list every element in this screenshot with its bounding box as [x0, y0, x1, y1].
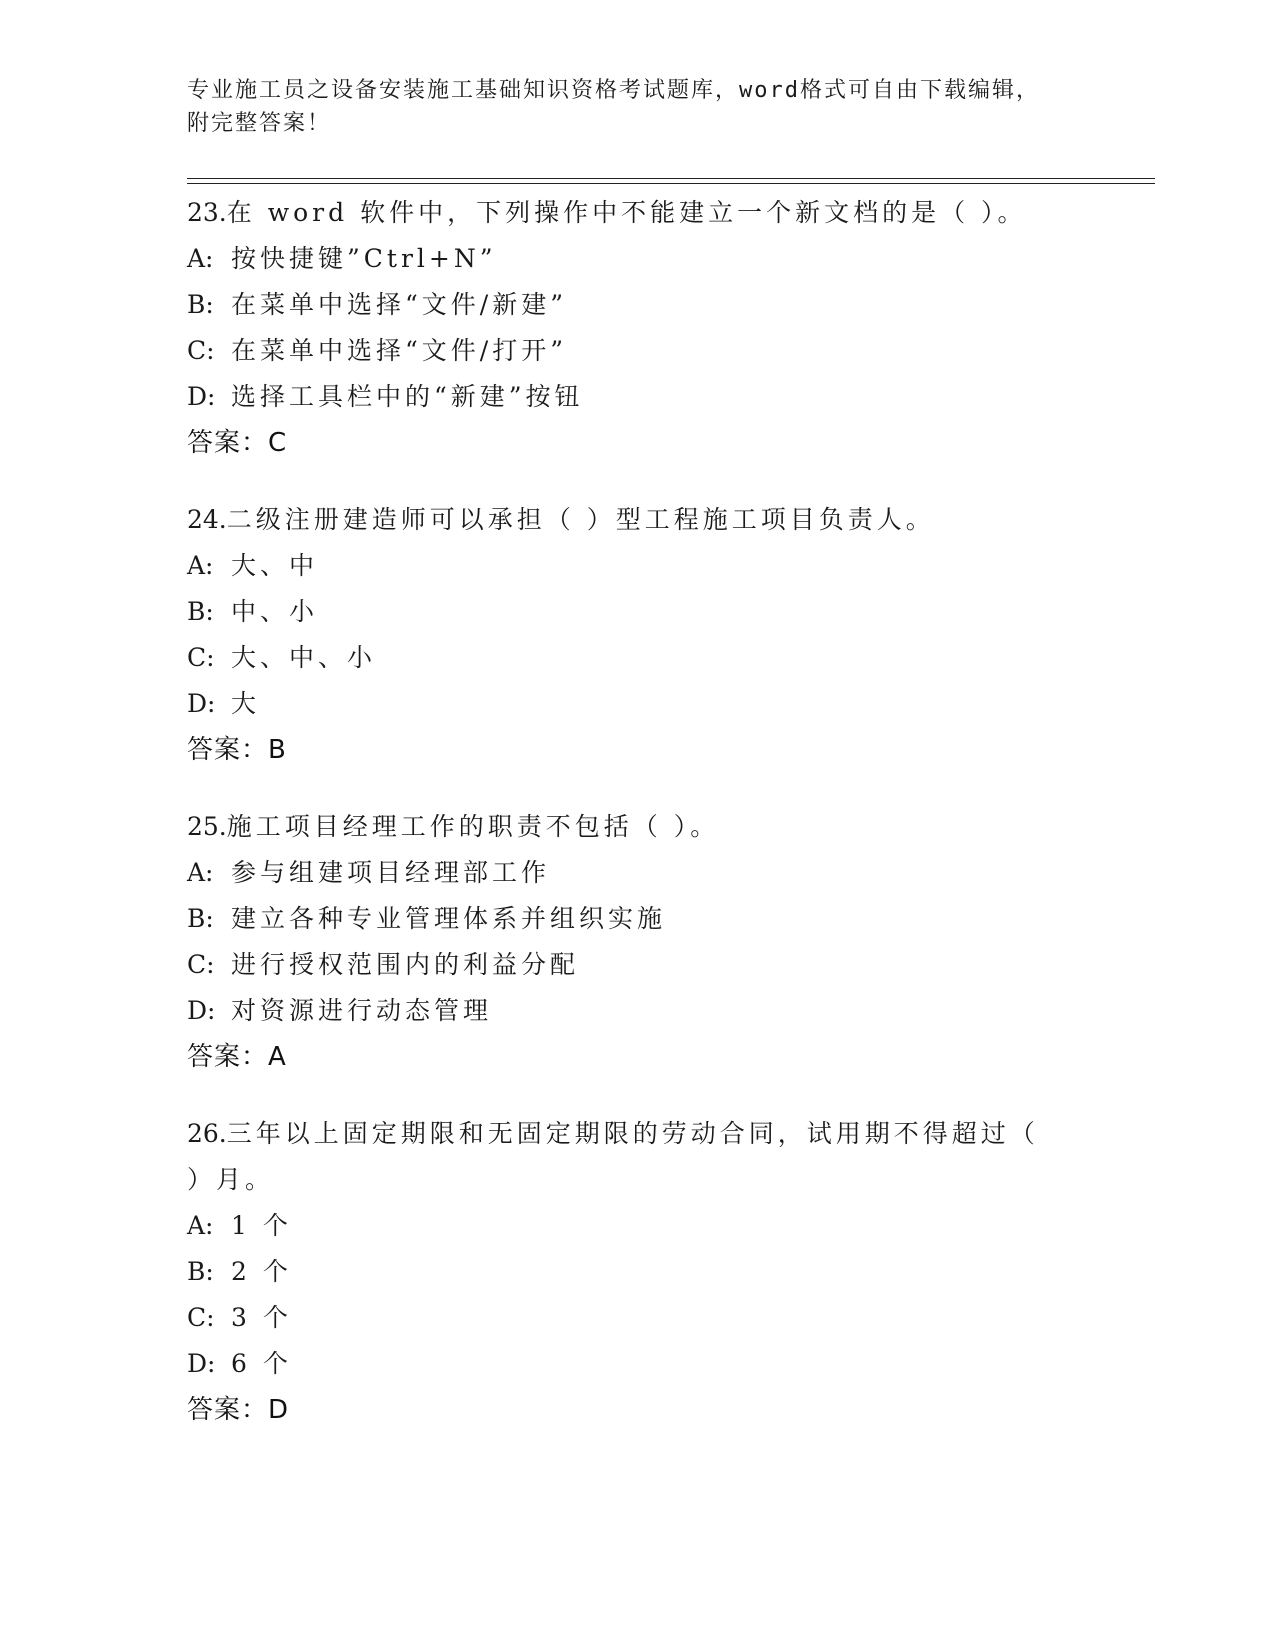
- option-letter: B:: [187, 904, 214, 933]
- option-letter: C:: [187, 950, 215, 979]
- question-26: [187, 1111, 1155, 1433]
- option-text: 6 个: [231, 1349, 292, 1378]
- option-text: 在菜单中选择“文件/打开”: [231, 336, 567, 365]
- question-text: 二级注册建造师可以承担（ ）型工程施工项目负责人。: [226, 505, 935, 534]
- option-letter: A:: [187, 244, 214, 273]
- option-text: 参与组建项目经理部工作: [231, 858, 551, 887]
- option-b: [187, 282, 1155, 328]
- document-header: [187, 74, 1087, 140]
- option-c: [187, 635, 1155, 681]
- header-divider-top: [187, 178, 1155, 179]
- question-stem: [187, 190, 1155, 236]
- question-text: 三年以上固定期限和无固定期限的劳动合同，试用期不得超过（: [226, 1119, 1039, 1148]
- answer-label: 答案：B: [187, 735, 287, 765]
- question-text: 施工项目经理工作的职责不包括（ ）。: [226, 812, 720, 841]
- option-d: [187, 681, 1155, 727]
- option-text: 在菜单中选择“文件/新建”: [231, 290, 567, 319]
- option-b: [187, 589, 1155, 635]
- question-23: [187, 190, 1155, 466]
- option-text: 建立各种专业管理体系并组织实施: [231, 904, 667, 933]
- option-text: 1 个: [231, 1211, 292, 1240]
- question-stem: [187, 497, 1155, 543]
- option-letter: C:: [187, 1303, 215, 1332]
- option-text: 大、中、小: [231, 643, 377, 672]
- option-a: [187, 1203, 1155, 1249]
- question-list: [187, 190, 1155, 1464]
- option-text: 按快捷键”Ctrl+N”: [231, 244, 497, 273]
- question-number: 25.: [187, 812, 227, 841]
- option-d: [187, 374, 1155, 420]
- option-letter: D:: [187, 996, 216, 1025]
- option-letter: D:: [187, 689, 216, 718]
- question-stem: [187, 1111, 1155, 1157]
- option-c: [187, 1295, 1155, 1341]
- option-letter: C:: [187, 336, 215, 365]
- option-b: [187, 1249, 1155, 1295]
- option-letter: B:: [187, 597, 214, 626]
- option-b: [187, 896, 1155, 942]
- option-a: [187, 236, 1155, 282]
- answer-label: 答案：C: [187, 428, 288, 458]
- option-letter: A:: [187, 551, 214, 580]
- header-line-1: 专业施工员之设备安装施工基础知识资格考试题库，word格式可自由下载编辑，: [187, 78, 1040, 103]
- option-text: 对资源进行动态管理: [231, 996, 493, 1025]
- option-letter: A:: [187, 1211, 214, 1240]
- option-letter: B:: [187, 1257, 214, 1286]
- question-text: 在 word 软件中，下列操作中不能建立一个新文档的是（ ）。: [226, 198, 1027, 227]
- option-letter: D:: [187, 1349, 216, 1378]
- question-stem-continuation: ）月。: [187, 1165, 275, 1194]
- question-number: 23.: [187, 198, 227, 227]
- option-a: [187, 850, 1155, 896]
- option-letter: D:: [187, 382, 216, 411]
- option-letter: B:: [187, 290, 214, 319]
- question-stem: [187, 804, 1155, 850]
- header-line-2: 附完整答案！: [187, 111, 332, 136]
- option-a: [187, 543, 1155, 589]
- option-text: 大、中: [231, 551, 319, 580]
- question-number: 26.: [187, 1119, 227, 1148]
- option-text: 进行授权范围内的利益分配: [231, 950, 580, 979]
- option-text: 大: [231, 689, 261, 718]
- question-number: 24.: [187, 505, 227, 534]
- option-text: 中、小: [231, 597, 319, 626]
- answer-label: 答案：D: [187, 1395, 290, 1425]
- option-c: [187, 328, 1155, 374]
- option-text: 3 个: [231, 1303, 292, 1332]
- option-letter: A:: [187, 858, 214, 887]
- option-letter: C:: [187, 643, 215, 672]
- question-25: [187, 804, 1155, 1080]
- option-c: [187, 942, 1155, 988]
- option-d: [187, 1341, 1155, 1387]
- option-text: 选择工具栏中的“新建”按钮: [231, 382, 584, 411]
- option-text: 2 个: [231, 1257, 292, 1286]
- option-d: [187, 988, 1155, 1034]
- question-24: [187, 497, 1155, 773]
- answer-label: 答案：A: [187, 1042, 287, 1072]
- header-divider-bottom: [187, 183, 1155, 184]
